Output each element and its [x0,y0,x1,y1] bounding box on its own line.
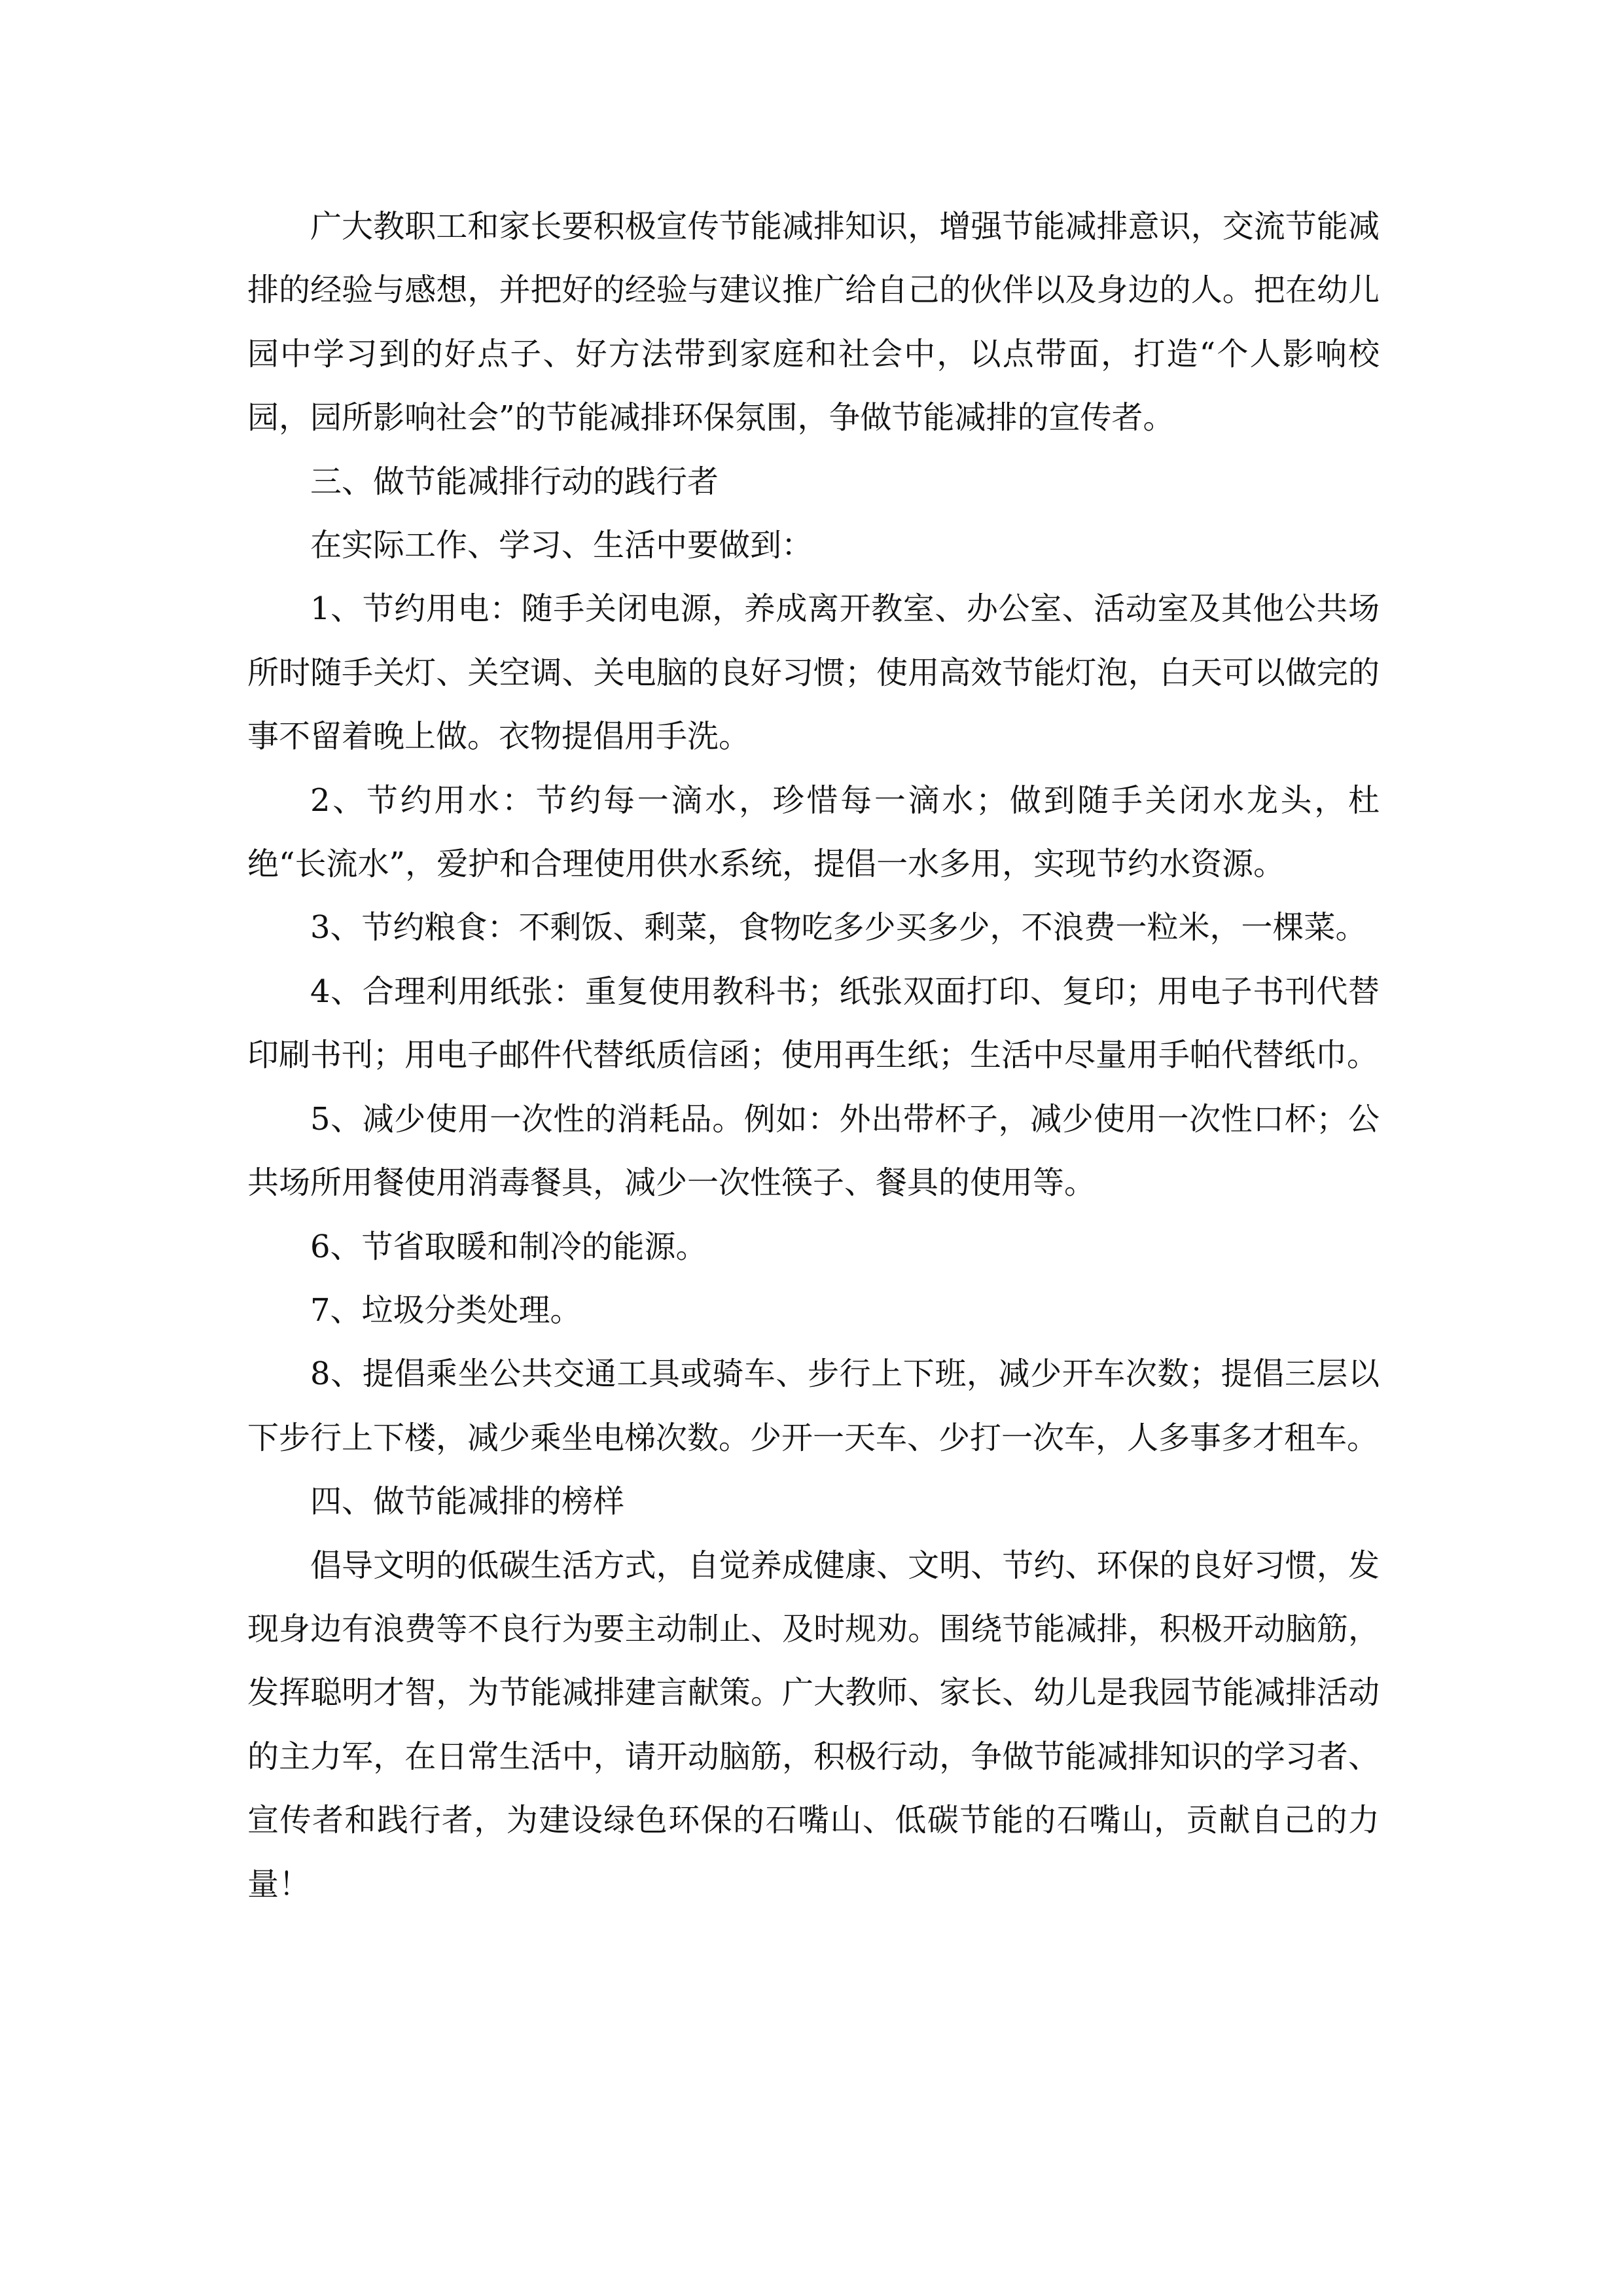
paragraph-promotion: 广大教职工和家长要积极宣传节能减排知识，增强节能减排意识，交流节能减排的经验与感想，并把好的经验与建议推广给自己的伙伴以及身边的人。把在幼儿园中学习到的好点子、好方法带到家庭和社会中，以点带面，打造“个人影响校园，园所影响社会”的节能减排环保氛围，争做节能减排的宣传者。 [247,208,1380,437]
list-item-8: 8、提倡乘坐公共交通工具或骑车、步行上下班，减少开车次数；提倡三层以下步行上下楼，减少乘坐电梯次数。少开一天车、少打一次车，人多事多才租车。 [247,1355,1380,1456]
paragraph-intro: 在实际工作、学习、生活中要做到： [310,527,813,564]
section-heading-3: 三、做节能减排行动的践行者 [310,463,719,500]
list-item-3: 3、节约粮食：不剩饭、剩菜，食物吃多少买多少，不浪费一粒米，一棵菜。 [310,909,1367,946]
list-item-7: 7、垃圾分类处理。 [310,1291,582,1329]
list-item-2: 2、节约用水：节约每一滴水，珍惜每一滴水；做到随手关闭水龙头，杜绝“长流水”，爱护和合理使用供水系统，提倡一水多用，实现节约水资源。 [247,781,1380,883]
document-body [247,195,1380,1916]
list-item-4: 4、合理利用纸张：重复使用教科书；纸张双面打印、复印；用电子书刊代替印刷书刊；用电子邮件代替纸质信函；使用再生纸；生活中尽量用手帕代替纸巾。 [247,973,1380,1074]
paragraph-conclusion: 倡导文明的低碳生活方式，自觉养成健康、文明、节约、环保的良好习惯，发现身边有浪费等不良行为要主动制止、及时规劝。围绕节能减排，积极开动脑筋，发挥聪明才智，为节能减排建言献策。广大教师、家长、幼儿是我园节能减排活动的主力军，在日常生活中，请开动脑筋，积极行动，争做节能减排知识的学习者、宣传者和践行者，为建设绿色环保的石嘴山、低碳节能的石嘴山，贡献自己的力量！ [247,1547,1380,1903]
list-item-5: 5、减少使用一次性的消耗品。例如：外出带杯子，减少使用一次性口杯；公共场所用餐使用消毒餐具，减少一次性筷子、餐具的使用等。 [247,1100,1380,1202]
section-heading-4: 四、做节能减排的榜样 [310,1483,625,1520]
list-item-6: 6、节省取暖和制冷的能源。 [310,1228,707,1265]
list-item-1: 1、节约用电：随手关闭电源，养成离开教室、办公室、活动室及其他公共场所时随手关灯、关空调、关电脑的良好习惯；使用高效节能灯泡，白天可以做完的事不留着晚上做。衣物提倡用手洗。 [247,590,1380,755]
